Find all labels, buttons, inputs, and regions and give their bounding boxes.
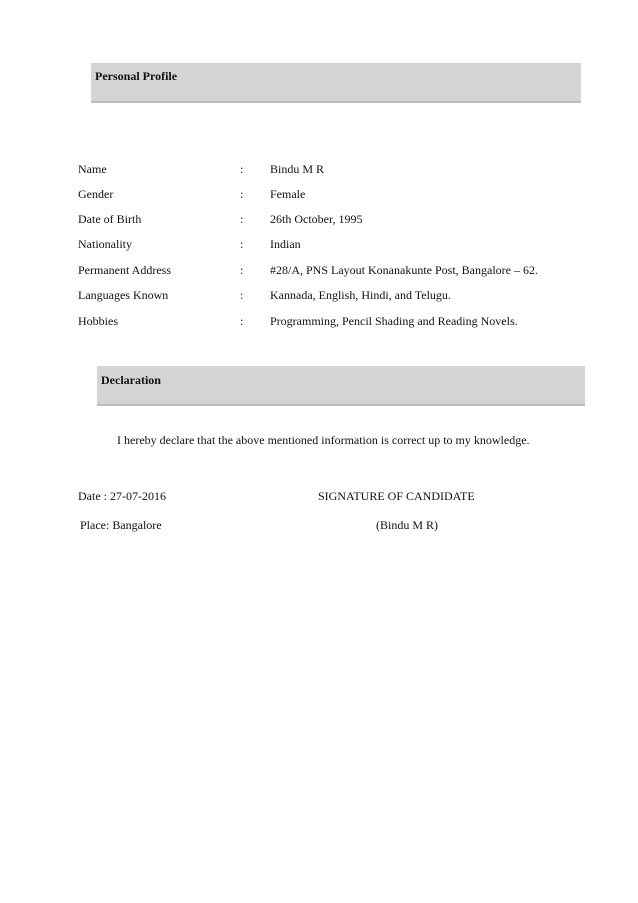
profile-row-date-of-birth (0, 212, 638, 228)
profile-label: Hobbies (78, 314, 118, 328)
signature-name: (Bindu M R) (376, 518, 439, 532)
profile-row-gender (0, 187, 638, 203)
profile-separator: : (240, 314, 244, 328)
profile-label: Gender (78, 187, 114, 201)
personal-profile-heading: Personal Profile (95, 69, 178, 83)
profile-separator: : (240, 162, 244, 176)
signature-title: SIGNATURE OF CANDIDATE (318, 489, 475, 503)
declaration-header (97, 366, 585, 406)
profile-row-hobbies (0, 314, 638, 330)
profile-separator: : (240, 288, 244, 302)
profile-value: Kannada, English, Hindi, and Telugu. (270, 288, 451, 302)
profile-row-nationality (0, 237, 638, 253)
personal-profile-header (91, 63, 581, 103)
declaration-date: Date : 27-07-2016 (78, 489, 166, 503)
profile-label: Name (78, 162, 107, 176)
profile-row-name (0, 162, 638, 178)
profile-label: Permanent Address (78, 263, 171, 277)
profile-value: Programming, Pencil Shading and Reading Novels. (270, 314, 518, 328)
profile-row-permanent-address (0, 263, 638, 279)
declaration-heading: Declaration (101, 373, 161, 387)
profile-label: Date of Birth (78, 212, 142, 226)
profile-row-languages-known (0, 288, 638, 304)
profile-separator: : (240, 187, 244, 201)
profile-value: Female (270, 187, 306, 201)
profile-value: #28/A, PNS Layout Konanakunte Post, Bangalore – 62. (270, 263, 538, 277)
profile-label: Nationality (78, 237, 132, 251)
profile-value: Indian (270, 237, 301, 251)
profile-label: Languages Known (78, 288, 169, 302)
profile-separator: : (240, 212, 244, 226)
profile-value: 26th October, 1995 (270, 212, 363, 226)
profile-separator: : (240, 263, 244, 277)
profile-value: Bindu M R (270, 162, 325, 176)
profile-separator: : (240, 237, 244, 251)
declaration-statement: I hereby declare that the above mentioned information is correct up to my knowledge. (117, 433, 530, 447)
declaration-place: Place: Bangalore (80, 518, 162, 532)
